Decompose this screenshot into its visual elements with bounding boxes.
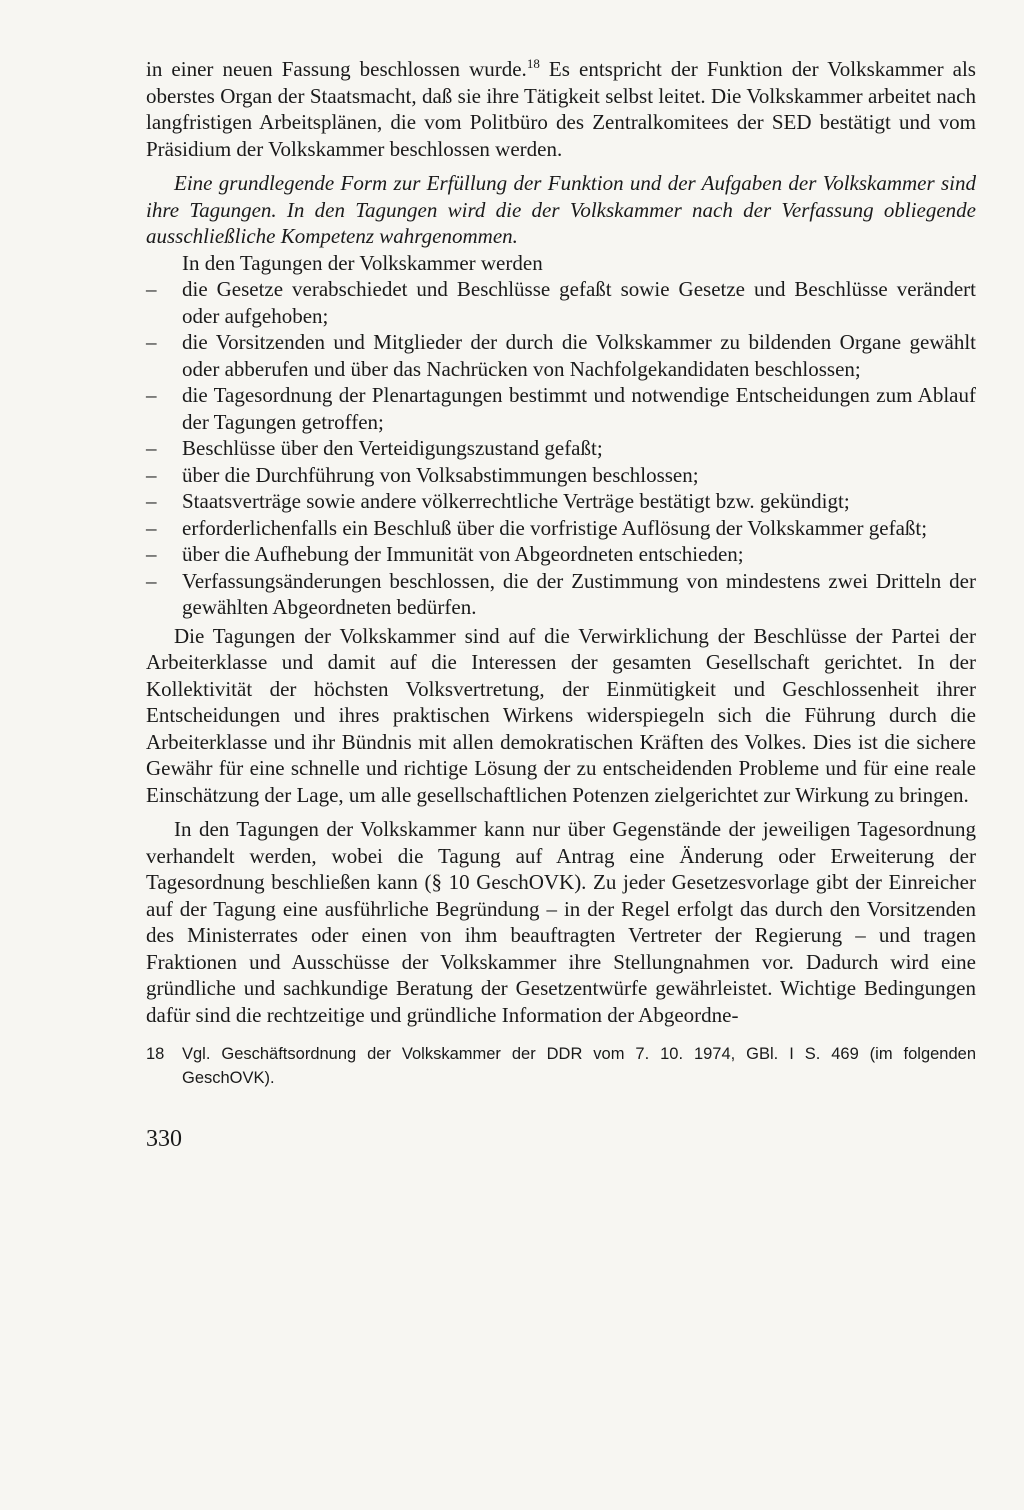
list-item-text: über die Aufhebung der Immunität von Abgeordneten entschieden; [182, 542, 744, 566]
footnote-text: Vgl. Geschäftsordnung der Volkskammer der DDR vom 7. 10. 1974, GBl. I S. 469 (im folgenden GeschOVK). [182, 1045, 976, 1087]
dash-marker: – [146, 330, 157, 354]
list-item-text: Verfassungsänderungen beschlossen, die der Zustimmung von mindestens zwei Dritteln der gewählten Abgeordneten bedürfen. [182, 568, 976, 619]
list-item [146, 329, 976, 382]
footnote-number: 18 [146, 1045, 165, 1063]
list-item [146, 276, 976, 329]
paragraph-continuation [146, 56, 976, 162]
paragraph-tagungen: Die Tagungen der Volkskammer sind auf die Verwirklichung der Beschlüsse der Partei der Arbeiterklasse und damit auf die Interessen der gesamten Gesellschaft gerichtet. In der Kollektivität der höchsten Volksvertretung, der Einmütigkeit und Geschlossenheit ihrer Entscheidungen und ihres praktischen Wirkens widerspiegeln sich die Führung durch die Arbeiterklasse und ihr Bündnis mit allen demokratischen Kräften des Volkes. Dies ist die sichere Gewähr für eine schnelle und richtige Lösung der zu entscheidenden Probleme und für eine reale Einschätzung der Lage, um alle gesellschaftlichen Potenzen zielgerichtet zur Wirkung zu bringen. [146, 623, 976, 807]
list-item [146, 515, 976, 542]
paragraph-italic: Eine grundlegende Form zur Erfüllung der Funktion und der Aufgaben der Volkskammer sind ihre Tagungen. In den Tagungen wird die der Volkskammer nach der Verfassung obliegende ausschließliche Kompetenz wahrgenommen. [146, 171, 976, 248]
list-lead-sentence: In den Tagungen der Volkskammer werden [182, 250, 543, 275]
paragraph-tagesordnung: In den Tagungen der Volkskammer kann nur über Gegenstände der jeweiligen Tagesordnung verhandelt werden, wobei die Tagung auf Antrag eine Änderung oder Erweiterung der Tagesordnung beschließen kann (§ 10 GeschOVK). Zu jeder Gesetzesvorlage gibt der Einreicher auf der Tagung eine ausführliche Begründung – in der Regel erfolgt das durch den Vorsitzenden des Ministerrates oder einen von ihm beauftragten Vertreter der Regierung – und tragen Fraktionen und Ausschüsse der Volkskammer ihre Stellungnahmen vor. Dadurch wird eine gründliche und sachkundige Beratung der Gesetzentwürfe gewährleistet. Wichtige Bedingungen dafür sind die rechtzeitige und gründliche Information der Abgeordne- [146, 817, 976, 1027]
paragraph-text-part-2: Es entspricht der Funktion der Volkskammer als oberstes Organ der Staatsmacht, daß sie ihre Tätigkeit selbst leitet. Die Volkskammer arbeitet nach langfristigen Arbeitsplänen, die vom Politbüro des Zentralkomitees der SED bestätigt und vom Präsidium der Volkskammer beschlossen werden. [146, 57, 976, 161]
list-item-text: die Vorsitzenden und Mitglieder der durch die Volkskammer zu bildenden Organe gewählt oder abberufen und über das Nachrücken von Nachfolgekandidaten beschlossen; [182, 330, 976, 381]
page-number: 330 [146, 1126, 182, 1152]
dash-marker: – [146, 489, 157, 513]
list-item-text: die Gesetze verabschiedet und Beschlüsse gefaßt sowie Gesetze und Beschlüsse verändert oder aufgehoben; [182, 277, 976, 328]
dash-marker: – [146, 383, 157, 407]
paragraph-text-part-1: in einer neuen Fassung beschlossen wurde. [146, 57, 527, 81]
list-item [146, 382, 976, 435]
dash-marker: – [146, 436, 157, 460]
list-item [146, 488, 976, 515]
list-item-text: Beschlüsse über den Verteidigungszustand gefaßt; [182, 436, 603, 460]
dash-list [146, 276, 976, 621]
list-item-text: die Tagesordnung der Plenartagungen bestimmt und notwendige Entscheidungen zum Ablauf der Tagungen getroffen; [182, 383, 976, 434]
footnote [146, 1042, 976, 1090]
dash-marker: – [146, 515, 157, 540]
list-item-text: Staatsverträge sowie andere völkerrechtliche Verträge bestätigt bzw. gekündigt; [182, 489, 850, 513]
footnote-reference: 18 [526, 56, 540, 71]
list-item-text: über die Durchführung von Volksabstimmungen beschlossen; [182, 462, 699, 487]
list-item [146, 462, 976, 489]
dash-marker: – [146, 462, 157, 487]
dash-marker: – [146, 277, 157, 301]
dash-marker: – [146, 568, 157, 593]
document-page [146, 56, 976, 1154]
list-item [146, 541, 976, 568]
list-item [146, 435, 976, 462]
list-item-text: erforderlichenfalls ein Beschluß über die vorfristige Auflösung der Volkskammer gefaßt; [182, 515, 928, 540]
dash-marker: – [146, 542, 157, 566]
list-item [146, 568, 976, 621]
